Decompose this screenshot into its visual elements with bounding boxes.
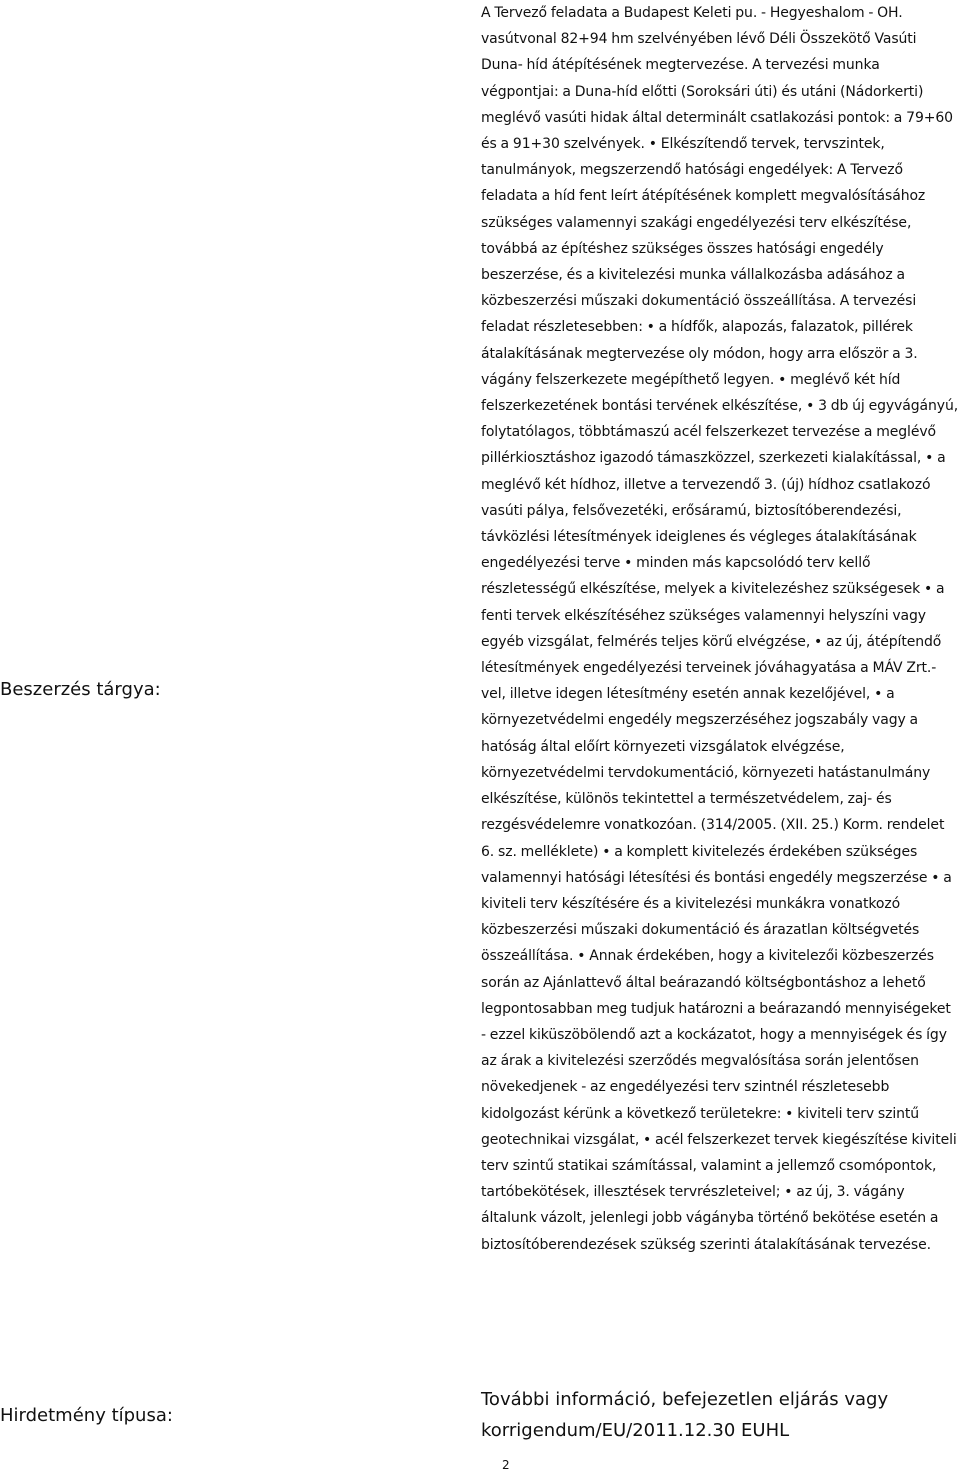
page-number: 2 [502,1458,510,1472]
procurement-subject-label: Beszerzés tárgya: [0,679,161,700]
notice-type-label: Hirdetmény típusa: [0,1405,173,1426]
notice-type-value: További információ, befejezetlen eljárás vagy korrigendum/EU/2011.12.30 EUHL [481,1389,889,1441]
procurement-subject-text: A Tervező feladata a Budapest Keleti pu. - Hegyeshalom - OH. vasútvonal 82+94 hm szelvényében lévő Déli Összekötő Vasúti Duna- híd átépítésének megtervezése. A tervezési munka végpontjai: a Duna-híd előtti (Soroksári úti) és utáni (Nádorkerti) meglévő vasúti hidak által determinált csatlakozási pontok: a 79+60 és a 91+30 szelvények. • Elkészítendő tervek, tervszintek, tanulmányok, megszerzendő hatósági engedélyek: A Tervező feladata a híd fent leírt átépítésének komplett megvalósításához szükséges valamennyi szakági engedélyezési terv elkészítése, továbbá az építéshez szükséges összes hatósági engedély beszerzése, és a kivitelezési munka vállalkozásba adásához a közbeszerzési műszaki dokumentáció összeállítása. A tervezési feladat részletesebben: • a hídfők, alapozás, falazatok, pillérek átalakításának megtervezése oly módon, hogy arra először a 3. vágány felszerkezete megépíthető legyen. • meglévő két híd felszerkezetének bontási tervének elkészítése, • 3 db új egyvágányú, folytatólagos, többtámaszú acél felszerkezet tervezése a meglévő pillérkiosztáshoz igazodó támaszközzel, szerkezeti kialakítással, • a meglévő két hídhoz, illetve a tervezendő 3. (új) hídhoz csatlakozó vasúti pálya, felsővezetéki, erősáramú, biztosítóberendezési, távközlési létesítmények ideiglenes és végleges átalakításának engedélyezési terve • minden más kapcsolódó terv kellő részletességű elkészítése, melyek a kivitelezéshez szükségesek • a fenti tervek elkészítéséhez szükséges valamennyi helyszíni vagy egyéb vizsgálat, felmérés teljes körű elvégzése, • az új, átépítendő létesítmények engedélyezési terveinek jóváhagyatása a MÁV Zrt.-vel, illetve idegen létesítmény esetén annak kezelőjével, • a környezetvédelmi engedély megszerzéséhez jogszabály vagy a hatóság által előírt környezeti vizsgálatok elvégzése, környezetvédelmi tervdokumentáció, környezeti hatástanulmány elkészítése, különös tekintettel a természetvédelem, zaj- és rezgésvédelemre vonatkozóan. (314/2005. (XII. 25.) Korm. rendelet 6. sz. melléklete) • a komplett kivitelezés érdekében szükséges valamennyi hatósági létesítési és bontási engedély megszerzése • a kiviteli terv készítésére és a kivitelezési munkákra vonatkozó közbeszerzési műszaki dokumentáció és árazatlan költségvetés összeállítása. • Annak érdekében, hogy a kivitelezői közbeszerzés során az Ajánlattevő által beárazandó költségbontáshoz a lehető legpontosabban meg tudjuk határozni a beárazandó mennyiségeket - ezzel kiküszöbölendő azt a kockázatot, hogy a mennyiségek és így az árak a kivitelezési szerződés megvalósítása során jelentősen növekedjenek - az engedélyezési terv szintnél részletesebb kidolgozást kérünk a következő területekre: • kiviteli terv szintű geotechnikai vizsgálat, • acél felszerkezet tervek kiegészítése kiviteli terv szintű statikai számítással, valamint a jellemző csomópontok, tartóbekötések, illesztések tervrészleteivel; • az új, 3. vágány általunk vázolt, jelenlegi jobb vágányba történő bekötése esetén a biztosítóberendezések szükség szerinti átalakításának tervezése. [481,5,959,1253]
